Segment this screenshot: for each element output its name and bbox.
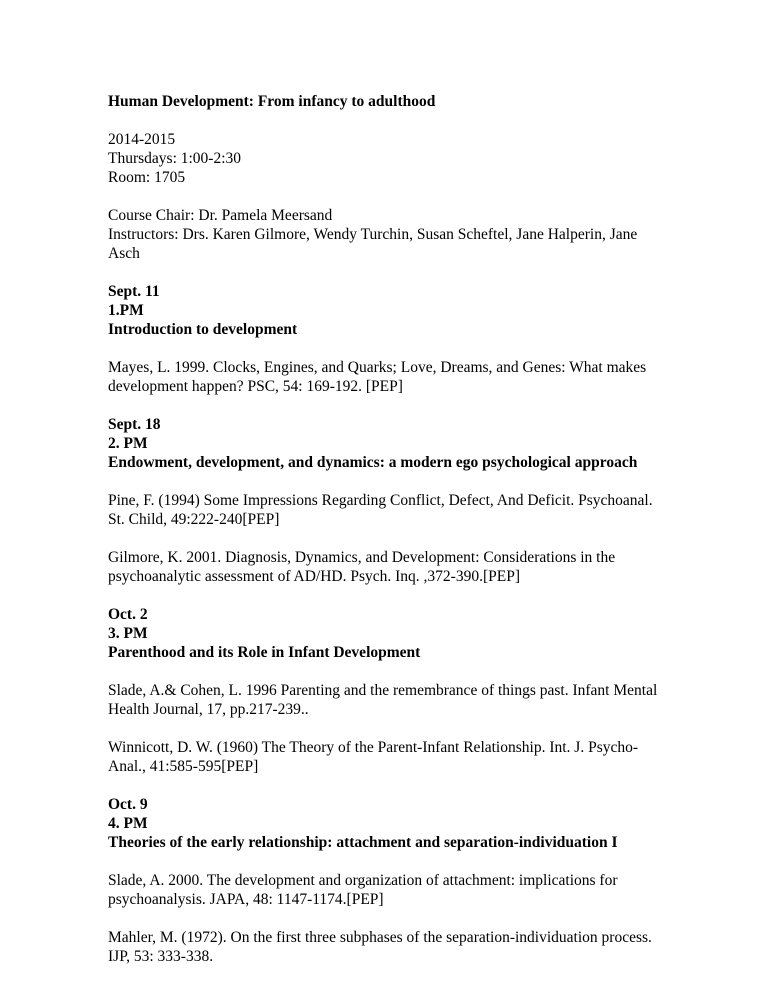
session-header: [108, 282, 668, 339]
session-number: 4. PM: [108, 815, 148, 832]
course-schedule: Thursdays: 1:00-2:30: [108, 150, 242, 167]
session-topic: Endowment, development, and dynamics: a modern ego psychological approach: [108, 454, 638, 471]
session-date: Sept. 18: [108, 416, 161, 433]
session-number: 1.PM: [108, 302, 144, 319]
session-topic: Parenthood and its Role in Infant Development: [108, 644, 421, 661]
course-info: [108, 130, 668, 187]
session-topic: Theories of the early relationship: attachment and separation-individuation I: [108, 834, 618, 851]
reading-item: Pine, F. (1994) Some Impressions Regarding Conflict, Defect, And Deficit. Psychoanal. St. Child, 49:222-240[PEP]: [108, 492, 653, 528]
course-room: Room: 1705: [108, 169, 186, 186]
course-year: 2014-2015: [108, 131, 176, 148]
session-header: [108, 795, 668, 852]
reading-item: Slade, A. 2000. The development and organization of attachment: implications for psychoanalysis. JAPA, 48: 1147-1174.[PEP]: [108, 872, 618, 908]
session-header: [108, 605, 668, 662]
reading-item: Mahler, M. (1972). On the first three subphases of the separation-individuation process. IJP, 53: 333-338.: [108, 929, 652, 965]
reading-item: Winnicott, D. W. (1960) The Theory of the Parent-Infant Relationship. Int. J. Psycho-Anal., 41:585-595[PEP]: [108, 739, 639, 775]
session-date: Oct. 2: [108, 606, 148, 623]
course-instructors: Instructors: Drs. Karen Gilmore, Wendy Turchin, Susan Scheftel, Jane Halperin, Jane Asch: [108, 226, 638, 262]
reading-item: Gilmore, K. 2001. Diagnosis, Dynamics, and Development: Considerations in the psychoanalytic assessment of AD/HD. Psych. Inq. ,372-390.[PEP]: [108, 549, 616, 585]
reading-item: Mayes, L. 1999. Clocks, Engines, and Quarks; Love, Dreams, and Genes: What makes development happen? PSC, 54: 169-192. [PEP]: [108, 359, 647, 395]
course-staff: [108, 206, 668, 263]
course-title: Human Development: From infancy to adulthood: [108, 93, 436, 110]
session-date: Sept. 11: [108, 283, 160, 300]
session-header: [108, 415, 668, 472]
session-number: 3. PM: [108, 625, 148, 642]
session-date: Oct. 9: [108, 796, 148, 813]
session-number: 2. PM: [108, 435, 148, 452]
course-chair: Course Chair: Dr. Pamela Meersand: [108, 207, 333, 224]
reading-item: Slade, A.& Cohen, L. 1996 Parenting and the remembrance of things past. Infant Mental Health Journal, 17, pp.217-239..: [108, 682, 658, 718]
session-topic: Introduction to development: [108, 321, 298, 338]
syllabus-content: [108, 92, 668, 966]
